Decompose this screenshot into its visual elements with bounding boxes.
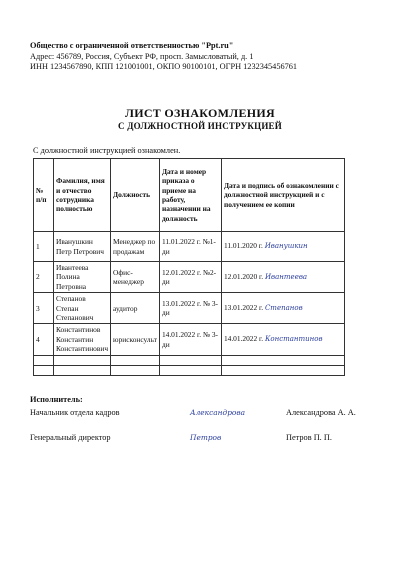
empty-cell [54,365,111,375]
empty-cell [111,365,160,375]
organization-header [30,41,390,73]
organization-requisites: ИНН 1234567890, КПП 121001001, ОКПО 90100101, ОГРН 1232345456761 [30,62,298,72]
header-order: Дата и номер приказа о приеме на работу, назначении на должность [159,159,221,232]
row-signature: Константинов [264,335,323,344]
empty-cell [111,355,160,365]
table-empty-row [34,365,345,375]
row-fio: Степанов Степан Степанович [54,293,111,324]
header-num: № п/п [34,159,54,232]
row-position: юрисконсульт [111,324,160,355]
table-empty-row [34,355,345,365]
header-position: Должность [111,159,160,232]
row-date: 13.01.2022 г. [223,303,264,313]
row-num: 4 [34,324,54,355]
empty-cell [34,365,54,375]
table-header-row [34,159,345,232]
row-date: 12.01.2020 г. [223,271,264,281]
table-row [34,262,345,293]
executor-signature: Петров [190,433,222,442]
row-signature: Степанов [264,304,303,313]
organization-address: Адрес: 456789, Россия, Субъект РФ, просп. Замысловатый, д. 1 [30,51,254,61]
row-order: 11.01.2022 г. №1-ди [159,232,221,262]
row-signature: Ивантеева [264,272,308,281]
row-order: 12.01.2022 г. №2-ди [159,262,221,293]
table-row [34,293,345,324]
executor-name: Александрова А. А. [286,408,356,417]
document-title: ЛИСТ ОЗНАКОМЛЕНИЯ [124,106,276,120]
row-position: аудитор [111,293,160,324]
executor-signature: Александрова [190,408,246,417]
row-date: 14.01.2022 г. [223,334,264,344]
table-row [34,232,345,262]
row-signature-cell [221,293,344,324]
document-subtitle: С ДОЛЖНОСТНОЙ ИНСТРУКЦИЕЙ [118,121,282,131]
executor-name: Петров П. П. [286,433,332,442]
empty-cell [159,365,221,375]
table-row [34,324,345,355]
row-signature: Иванушкин [264,242,308,251]
row-position: Менеджер по продажам [111,232,160,262]
empty-cell [221,355,344,365]
header-fio: Фамилия, имя и отчество сотрудника полностью [54,159,111,232]
header-signature: Дата и подпись об ознакомлении с должностной инструкцией и с получением ее копии [221,159,344,232]
row-num: 3 [34,293,54,324]
empty-cell [54,355,111,365]
empty-cell [159,355,221,365]
row-signature-cell [221,262,344,293]
executor-position: Начальник отдела кадров [30,408,120,417]
executor-position: Генеральный директор [30,433,111,442]
organization-name: Общество с ограниченной ответственностью "Ppt.ru" [30,41,234,50]
row-fio: Ивантеева Полина Петровна [54,262,111,293]
intro-text: С должностной инструкцией ознакомлен. [33,146,181,155]
row-date: 11.01.2020 г. [223,241,263,251]
empty-cell [221,365,344,375]
acquaintance-table [33,158,345,376]
row-fio: Иванушкин Петр Петрович [54,232,111,262]
row-order: 14.01.2022 г. № 3-ди [159,324,221,355]
row-num: 1 [34,232,54,262]
executor-label: Исполнитель: [30,395,83,404]
row-signature-cell [221,232,344,262]
row-order: 13.01.2022 г. № 3-ди [159,293,221,324]
empty-cell [34,355,54,365]
row-position: Офис-менеджер [111,262,160,293]
row-num: 2 [34,262,54,293]
row-signature-cell [221,324,344,355]
row-fio: Константинов Константин Константинович [54,324,111,355]
